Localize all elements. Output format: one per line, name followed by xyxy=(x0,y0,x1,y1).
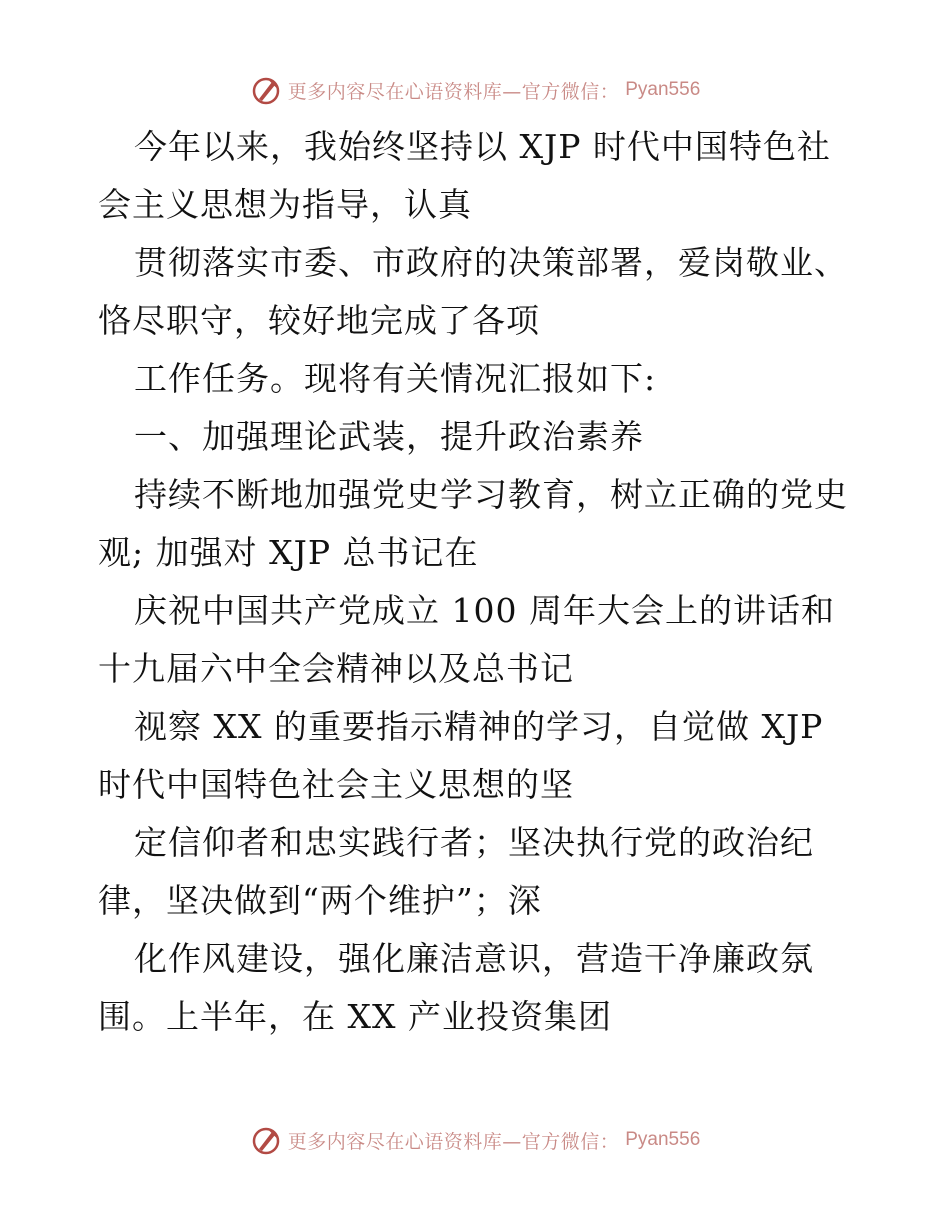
footer-watermark xyxy=(0,1120,950,1160)
text-line: 今年以来，我始终坚持以 XJP 时代中国特色社 xyxy=(134,127,831,166)
text-line: 视察 XX 的重要指示精神的学习，自觉做 XJP xyxy=(134,707,824,746)
text-line: 贯彻落实市委、市政府的决策部署，爱岗敬业、 xyxy=(134,243,848,282)
document-body xyxy=(98,118,878,1046)
watermark-wechat-id: Pyan556 xyxy=(625,1129,701,1150)
text-line: 持续不断地加强党史学习教育，树立正确的党史 xyxy=(134,475,848,514)
text-line: 时代中国特色社会主义思想的坚 xyxy=(98,765,574,804)
watermark-text: 更多内容尽在心语资料库—官方微信： xyxy=(287,80,620,103)
text-line: 化作风建设，强化廉洁意识，营造干净廉政氛 xyxy=(134,939,814,978)
watermark-text: 更多内容尽在心语资料库—官方微信： xyxy=(287,1130,620,1153)
text-line: 律，坚决做到“两个维护”；深 xyxy=(98,881,542,920)
text-line: 恪尽职守，较好地完成了各项 xyxy=(98,301,540,340)
text-line: 围。上半年，在 XX 产业投资集团 xyxy=(98,997,612,1036)
text-line: 定信仰者和忠实践行者；坚决执行党的政治纪 xyxy=(134,823,814,862)
text-line: 观; 加强对 XJP 总书记在 xyxy=(98,533,479,572)
quill-logo-icon xyxy=(250,74,282,106)
text-line: 庆祝中国共产党成立 100 周年大会上的讲话和 xyxy=(134,591,835,630)
header-watermark xyxy=(0,70,950,110)
watermark-wechat-id: Pyan556 xyxy=(625,79,701,100)
section-heading: 一、加强理论武装，提升政治素养 xyxy=(134,417,644,456)
text-line: 会主义思想为指导，认真 xyxy=(98,185,472,224)
quill-logo-icon xyxy=(250,1124,282,1156)
text-line: 十九届六中全会精神以及总书记 xyxy=(98,649,574,688)
text-line: 工作任务。现将有关情况汇报如下: xyxy=(134,359,657,398)
